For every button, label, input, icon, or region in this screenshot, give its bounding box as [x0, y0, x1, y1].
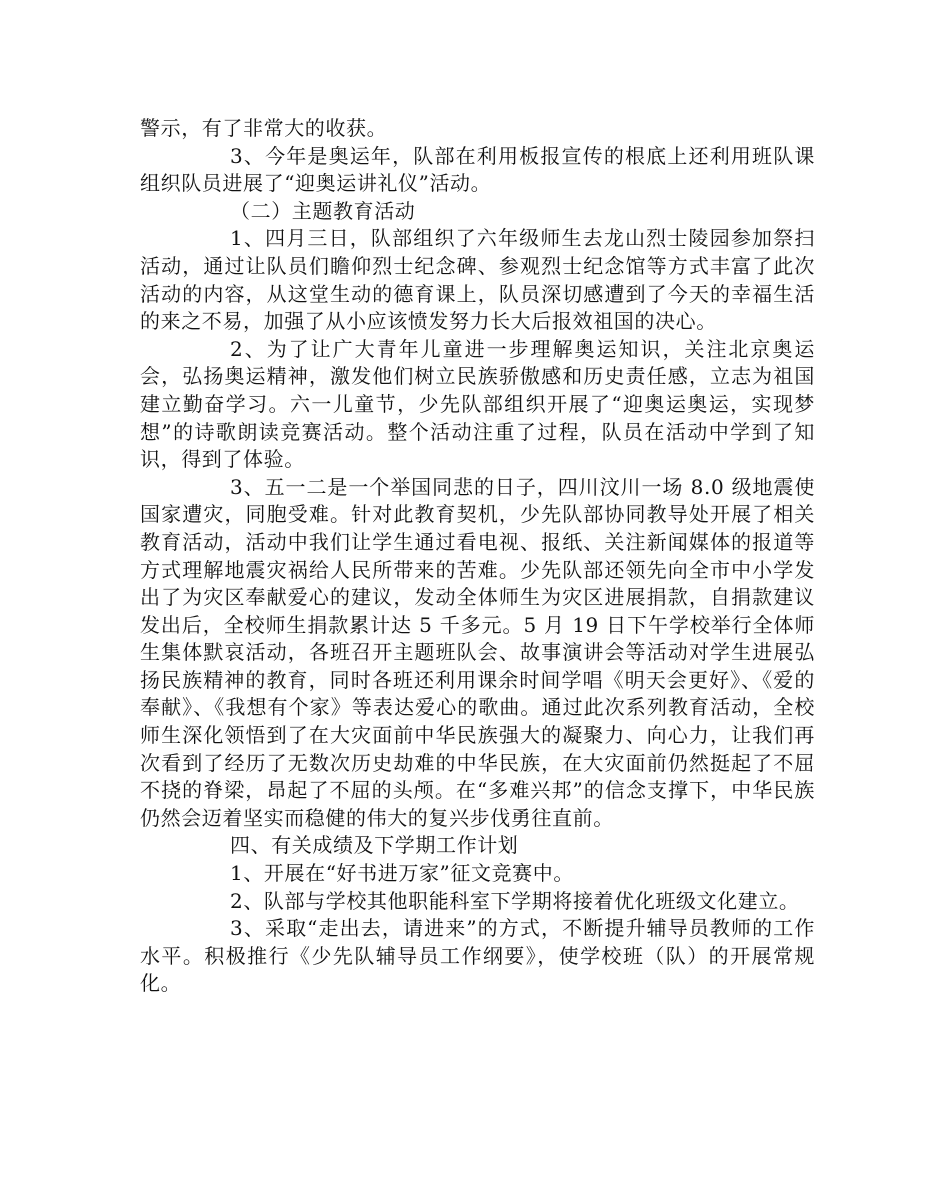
- plan-item-1: 1、开展在“好书进万家”征文竞赛中。: [230, 861, 574, 886]
- paragraph-item-3-olympic-etiquette: 3、今年是奥运年，队部在利用板报宣传的根底上还利用班队课组织队员进展了“迎奥运讲礼仪”活动。: [140, 143, 815, 196]
- paragraph-item-2-poetry-contest: 2、为了让广大青年儿童进一步理解奥运知识，关注北京奥运会，弘扬奥运精神，激发他们树立民族骄傲感和历史责任感，立志为祖国建立勤奋学习。六一儿童节，少先队部组织开展了“迎奥运奥运，实现梦想”的诗歌朗读竞赛活动。整个活动注重了过程，队员在活动中学到了知识，得到了体验。: [140, 336, 815, 472]
- section-heading-achievements-plan: 四、有关成绩及下学期工作计划: [230, 833, 519, 858]
- plan-item-3: 3、采取“走出去，请进来”的方式，不断提升辅导员教师的工作水平。积极推行《少先队辅导员工作纲要》，使学校班（队）的开展常规化。: [140, 916, 815, 996]
- paragraph-item-3-earthquake-relief: 3、五一二是一个举国同悲的日子，四川汶川一场 8.0 级地震使国家遭灾，同胞受难。针对此教育契机，少先队部协同教导处开展了相关教育活动，活动中我们让学生通过看电视、报纸、关注新闻媒体的报道等方式理解地震灾祸给人民所带来的苦难。少先队部还领先向全市中小学发出了为灾区奉献爱心的建议，发动全体师生为灾区进展捐款，自捐款建议发出后，全校师生捐款累计达 5 千多元。5 月 19 日下午学校举行全体师生集体默哀活动，各班召开主题班队会、故事演讲会等活动对学生进展弘扬民族精神的教育，同时各班还利用课余时间学唱《明天会更好》、《爱的奉献》、《我想有个家》等表达爱心的歌曲。通过此次系列教育活动，全校师生深化领悟到了在大灾面前中华民族强大的凝聚力、向心力，让我们再次看到了经历了无数次历史劫难的中华民族，在大灾面前仍然挺起了不屈不挠的脊梁，昂起了不屈的头颅。在“多难兴邦”的信念支撑下，中华民族仍然会迈着坚实而稳健的伟大的复兴步伐勇往直前。: [140, 474, 815, 830]
- document-body: [140, 115, 815, 998]
- section-heading-theme-education: （二）主题教育活动: [230, 198, 416, 223]
- plan-item-2: 2、队部与学校其他职能科室下学期将接着优化班级文化建立。: [230, 888, 800, 913]
- paragraph-item-1-memorial-visit: 1、四月三日，队部组织了六年级师生去龙山烈士陵园参加祭扫活动，通过让队员们瞻仰烈士纪念碑、参观烈士纪念馆等方式丰富了此次活动的内容，从这堂生动的德育课上，队员深切感遭到了今天的幸福生活的来之不易，加强了从小应该愤发努力长大后报效祖国的决心。: [140, 226, 815, 334]
- paragraph-continuation: 警示，有了非常大的收获。: [140, 116, 388, 140]
